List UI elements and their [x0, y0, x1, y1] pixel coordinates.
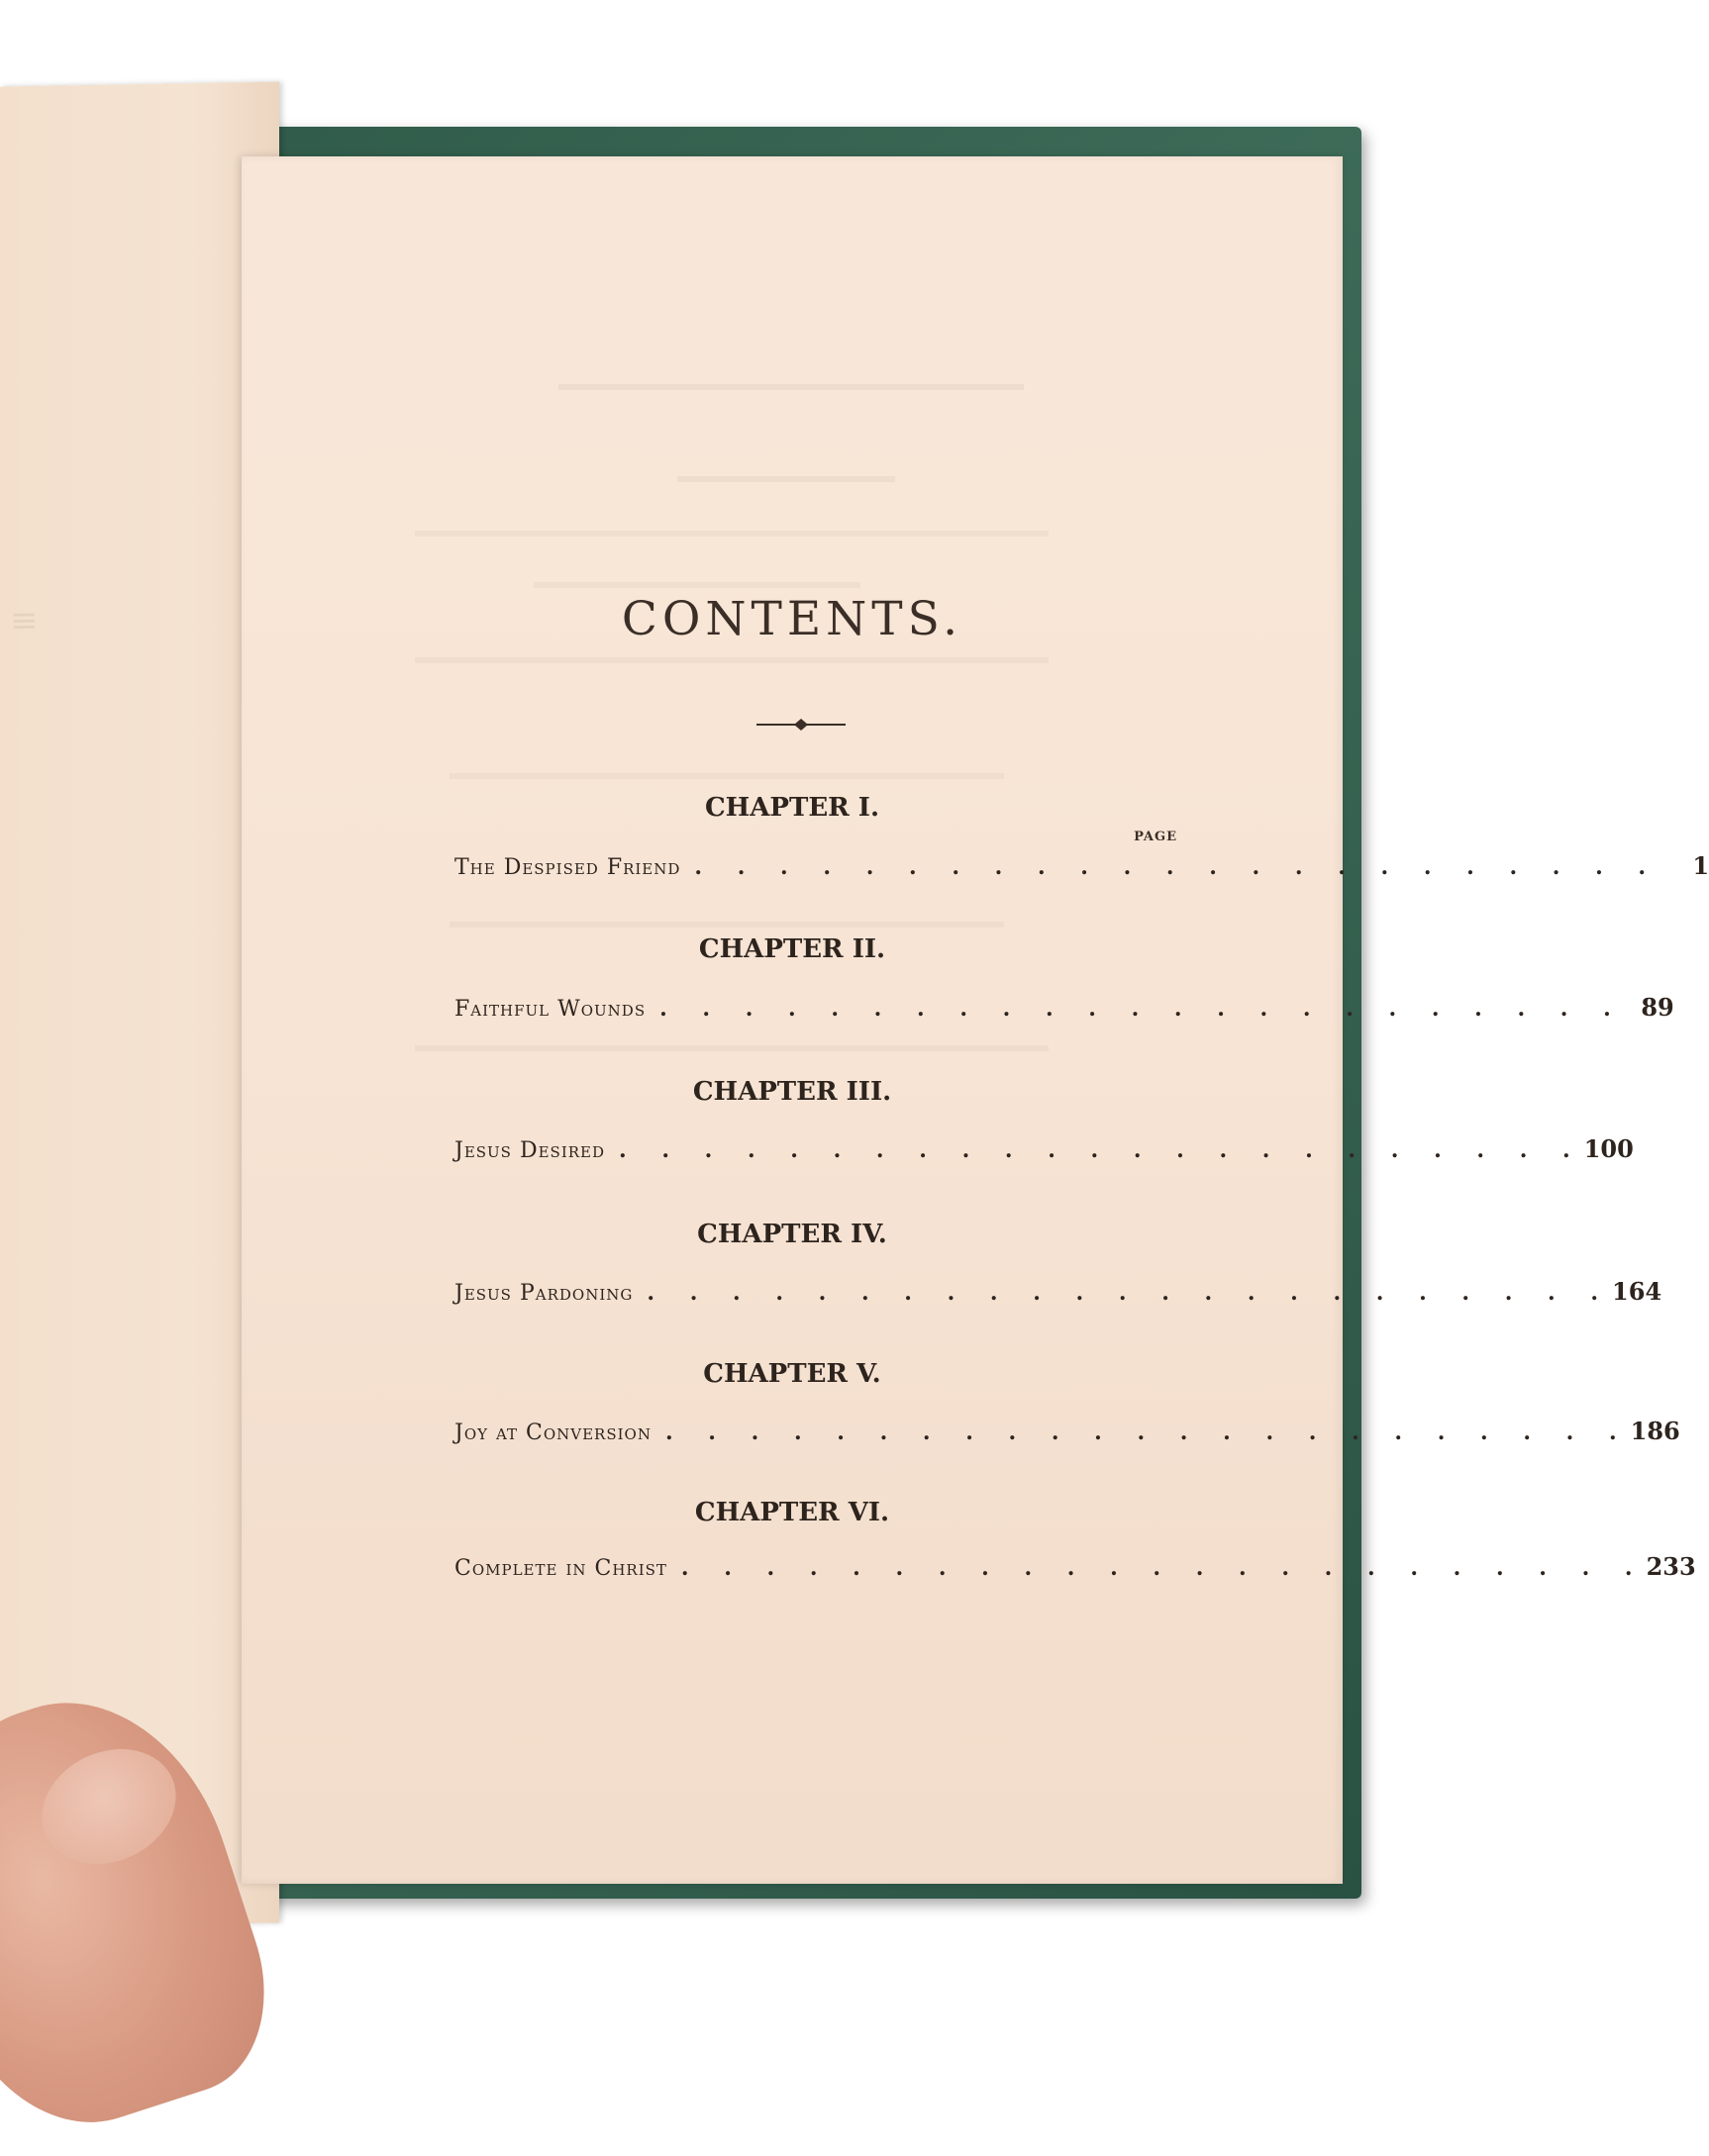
leader-dots: . . . . . . . . . . . . . . . . . . . . . . . [619, 1137, 1584, 1163]
toc-entry [454, 993, 1674, 1027]
show-through-line [558, 364, 1024, 390]
toc-entry-page: 186 [1630, 1417, 1680, 1445]
chapter-heading: CHAPTER III. [692, 1077, 892, 1107]
toc-entry-page: 233 [1646, 1552, 1696, 1581]
page-title: CONTENTS. [621, 592, 963, 646]
show-through-line [534, 564, 860, 588]
ornament-divider-icon [756, 717, 846, 733]
chapter-heading: CHAPTER IV. [697, 1220, 887, 1249]
show-through-line [415, 513, 1049, 537]
leader-dots: . . . . . . . . . . . . . . . . . . . . . . . [647, 1280, 1613, 1306]
toc-entry-title: The Despised Friend [454, 855, 681, 880]
toc-entry-title: Jesus Pardoning [454, 1281, 634, 1306]
toc-entry-title: Jesus Desired [454, 1138, 606, 1163]
left-page-bleed: ≡ [10, 600, 39, 641]
leader-dots: . . . . . . . . . . . . . . . . . . . . . . . [680, 1555, 1647, 1581]
toc-entry-title: Complete in Christ [454, 1556, 667, 1581]
toc-entry [454, 1134, 1634, 1168]
chapter-heading: CHAPTER VI. [694, 1498, 890, 1527]
chapter-heading: CHAPTER I. [704, 793, 880, 823]
leader-dots: . . . . . . . . . . . . . . . . . . . . . . . [659, 996, 1625, 1022]
show-through-line [415, 1028, 1049, 1051]
toc-entry [454, 1277, 1662, 1311]
toc-entry [454, 851, 1709, 885]
contents-page [242, 156, 1709, 1884]
toc-entry-title: Faithful Wounds [454, 997, 647, 1022]
toc-entry-page: 100 [1583, 1134, 1634, 1163]
chapter-heading: CHAPTER V. [703, 1359, 881, 1389]
chapter-heading: CHAPTER II. [698, 934, 886, 964]
leader-dots: . . . . . . . . . . . . . . . . . . . . . . . [664, 1420, 1631, 1445]
page-column-label: PAGE [1134, 830, 1177, 844]
toc-entry-page: 1 [1692, 851, 1709, 880]
left-facing-page [0, 82, 279, 1928]
leader-dots: . . . . . . . . . . . . . . . . . . . . . . . [694, 854, 1660, 880]
toc-entry-page: 89 [1641, 993, 1674, 1022]
toc-entry [454, 1417, 1680, 1450]
show-through-line [450, 904, 1004, 928]
toc-entry [454, 1552, 1696, 1586]
toc-entry-title: Joy at Conversion [454, 1421, 652, 1445]
toc-entry-page: 164 [1612, 1277, 1662, 1306]
show-through-line [450, 755, 1004, 779]
show-through-line [677, 458, 895, 482]
